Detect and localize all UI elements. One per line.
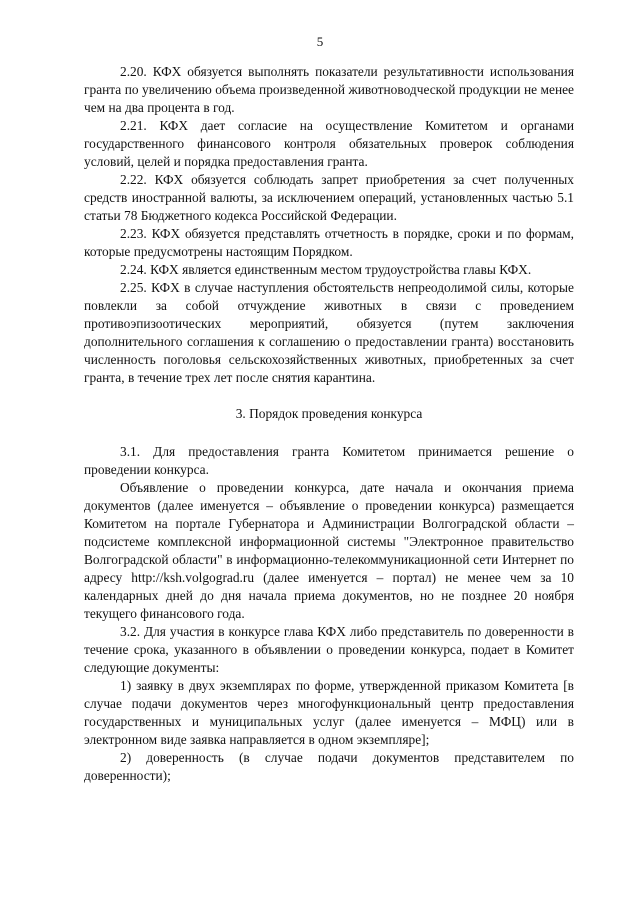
list-item-power-of-attorney: 2) доверенность (в случае подачи документов представителем по доверенности);	[84, 750, 574, 783]
document-body	[84, 63, 574, 785]
paragraph-2-25: 2.25. КФХ в случае наступления обстоятельств непреодолимой силы, которые повлекли за собой отчуждение животных в связи с проведением противоэпизоотических мероприятий, обязуется (путем заключения дополнительного соглашения к соглашению о предоставлении гранта) восстановить численность поголовья сельскохозяйственных животных, приобретенных за счет гранта, в течение трех лет после снятия карантина.	[84, 280, 574, 385]
paragraph-2-20: 2.20. КФХ обязуется выполнять показатели результативности использования гранта по увеличению объема произведенной животноводческой продукции не менее чем на два процента в год.	[84, 64, 574, 115]
paragraph-3-2: 3.2. Для участия в конкурсе глава КФХ либо представитель по доверенности в течение срока, указанного в объявлении о проведении конкурса, подает в Комитет следующие документы:	[84, 624, 574, 675]
paragraph-2-23: 2.23. КФХ обязуется представлять отчетность в порядке, сроки и по формам, которые предусмотрены настоящим Порядком.	[84, 226, 574, 259]
paragraph-2-22: 2.22. КФХ обязуется соблюдать запрет приобретения за счет полученных средств иностранной валюты, за исключением операций, установленных частью 5.1 статьи 78 Бюджетного кодекса Российской Федерации.	[84, 172, 574, 223]
paragraph-2-21: 2.21. КФХ дает согласие на осуществление Комитетом и органами государственного финансового контроля обязательных проверок соблюдения условий, целей и порядка предоставления гранта.	[84, 118, 574, 169]
paragraph-3-1: 3.1. Для предоставления гранта Комитетом принимается решение о проведении конкурса.	[84, 444, 574, 477]
paragraph-announcement: Объявление о проведении конкурса, дате начала и окончания приема документов (далее именуется – объявление о проведении конкурса) размещается Комитетом на портале Губернатора и Администрации Волгоградской области – подсистеме комплексной информационной системы "Электронное правительство Волгоградской области" в информационно-телекоммуникационной сети Интернет по адресу http://ksh.volgograd.ru (далее именуется – портал) не менее чем за 10 календарных дней до дня начала приема документов, но не позднее 20 ноября текущего финансового года.	[84, 480, 574, 621]
section-heading: 3. Порядок проведения конкурса	[235, 406, 423, 421]
page-number: 5	[316, 34, 324, 49]
list-item-application: 1) заявку в двух экземплярах по форме, утвержденной приказом Комитета [в случае подачи документов через многофункциональный центр предоставления государственных и муниципальных услуг (далее именуется – МФЦ) или в электронном виде заявка направляется в одном экземпляре];	[84, 678, 574, 747]
paragraph-2-24: 2.24. КФХ является единственным местом трудоустройства главы КФХ.	[120, 262, 532, 277]
